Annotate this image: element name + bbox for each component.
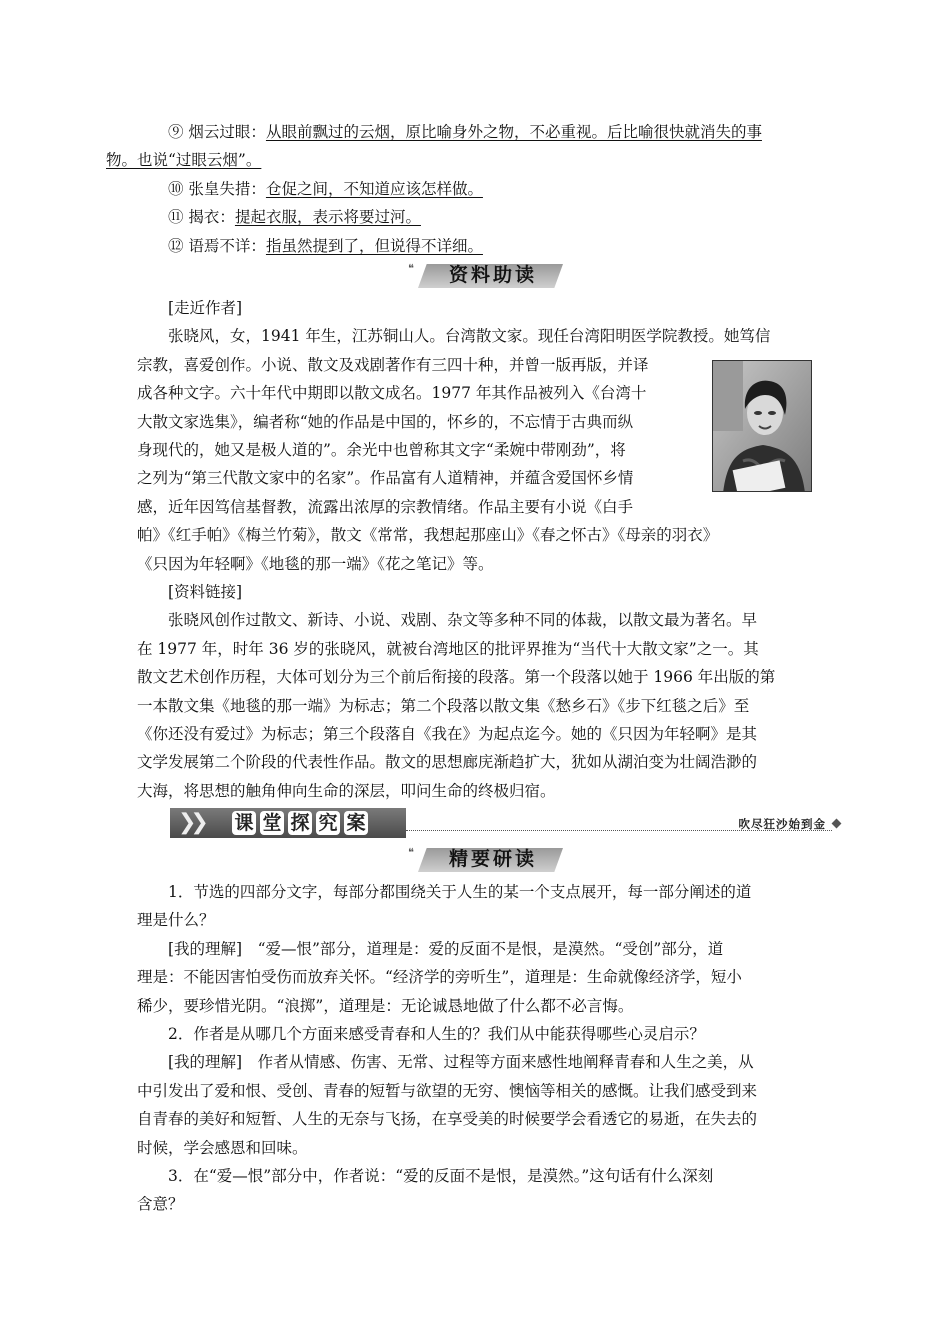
note-definition: 指虽然提到了，但说得不详细。 xyxy=(265,236,483,255)
link-text-line: 散文艺术创作历程，大体可划分为三个前后衔接的段落。第一个段落以她于 1966 年出版的第 xyxy=(137,668,776,687)
diamond-icon xyxy=(832,819,842,829)
note-10 xyxy=(137,175,813,203)
question-1-line: 理是什么？ xyxy=(137,911,215,930)
answer-1-line: 理是：不能因害怕受伤而放弃关怀。“经济学的旁听生”，道理是：生命就像经济学，短小 xyxy=(137,968,742,987)
note-definition: 仓促之间，不知道应该怎样做。 xyxy=(265,179,483,198)
author-photo xyxy=(712,360,812,492)
note-term: ⑨ 烟云过眼： xyxy=(168,123,266,141)
link-text-line: 大海，将思想的触角伸向生命的深层，叩问生命的终极归宿。 xyxy=(137,781,556,800)
link-text-line: 文学发展第二个阶段的代表性作品。散文的思想廊庑渐趋扩大，犹如从湖泊变为壮阔浩渺的 xyxy=(137,753,758,772)
question-3-line: 3．在“爱—恨”部分中，作者说：“爱的反面不是恨，是漠然。”这句话有什么深刻 xyxy=(168,1167,714,1186)
author-text-line: 感，近年因笃信基督教，流露出浓厚的宗教情绪。作品主要有小说《白手 xyxy=(137,497,634,516)
author-text-line: 宗教，喜爱创作。小说、散文及戏剧著作有三四十种，并曾一版再版，并译 xyxy=(137,355,649,374)
link-text-line: 张晓风创作过散文、新诗、小说、戏剧、杂文等多种不同的体裁，以散文最为著名。早 xyxy=(168,611,758,630)
section-header-classroom-inquiry xyxy=(170,808,840,838)
answer-1-line: [我的理解] “爱—恨”部分，道理是：爱的反面不是恨，是漠然。“受创”部分，道 xyxy=(168,939,724,958)
section-title-char: 课 xyxy=(232,811,256,835)
link-text-line: 一本散文集《地毯的那一端》为标志；第二个段落以散文集《愁乡石》《步下红毯之后》至 xyxy=(137,696,750,715)
author-text-line: 大散文家选集》，编者称“她的作品是中国的，怀乡的，不忘情于古典而纵 xyxy=(137,412,634,431)
note-term: ⑫ 语焉不详： xyxy=(168,236,266,255)
section-slogan: 吹尽狂沙始到金 xyxy=(738,817,826,831)
author-text-line: 帕》《红手帕》《梅兰竹菊》，散文《常常，我想起那座山》《春之怀古》《母亲的羽衣》 xyxy=(137,526,719,545)
answer-2-line: [我的理解] 作者从情感、伤害、无常、过程等方面来感性地阐释青春和人生之美，从 xyxy=(168,1053,754,1072)
note-definition: 从眼前飘过的云烟，原比喻身外之物，不必重视。后比喻很快就消失的事 xyxy=(265,123,762,141)
author-heading: [走近作者] xyxy=(168,299,243,317)
double-chevron-icon: ❯❯ xyxy=(178,810,203,835)
answer-2-line: 自青春的美好和短暂、人生的无奈与飞扬，在享受美的时候要学会看透它的易逝，在失去的 xyxy=(137,1110,758,1129)
note-definition: 物。也说“过眼云烟”。 xyxy=(106,151,262,170)
note-term: ⑩ 张皇失措： xyxy=(168,179,266,198)
section-title-char: 堂 xyxy=(260,811,284,835)
banner-title: 精要研读 xyxy=(448,848,537,870)
quote-mark-icon: ❝ xyxy=(408,846,414,859)
author-text-line: 身现代的，她又是极人道的”。余光中也曾称其文字“柔婉中带刚劲”，将 xyxy=(137,441,626,460)
banner-title: 资料助读 xyxy=(448,264,537,286)
note-definition: 提起衣服，表示将要过河。 xyxy=(234,208,421,227)
question-2-line: 2．作者是从哪几个方面来感受青春和人生的？我们从中能获得哪些心灵启示？ xyxy=(168,1025,705,1044)
section-title-char: 究 xyxy=(316,811,340,835)
author-text-line: 《只因为年轻啊》《地毯的那一端》《花之笔记》等。 xyxy=(137,554,494,573)
section-header-title xyxy=(232,811,372,835)
author-text-line: 成各种文字。六十年代中期即以散文成名。1977 年其作品被列入《台湾十 xyxy=(137,384,647,403)
question-3-line: 含意？ xyxy=(137,1195,184,1214)
link-heading: [资料链接] xyxy=(168,583,243,601)
answer-2-line: 中引发出了爱和恨、受创、青春的短暂与欲望的无穷、懊恼等相关的感慨。让我们感受到来 xyxy=(137,1081,758,1100)
answer-2-line: 时候，学会感恩和回味。 xyxy=(137,1138,308,1157)
link-text-line: 《你还没有爱过》为标志；第三个段落自《我在》为起点迄今。她的《只因为年轻啊》是其 xyxy=(137,725,758,744)
author-text-line: 之列为“第三代散文家中的名家”。作品富有人道精神，并蕴含爱国怀乡情 xyxy=(137,469,634,488)
quote-mark-icon: ❝ xyxy=(408,262,414,275)
note-9 xyxy=(137,118,813,146)
link-section xyxy=(137,578,813,805)
author-portrait-image xyxy=(713,361,812,492)
question-1-line: 1．节选的四部分文字，每部分都围绕关于人生的某一个支点展开，每一部分阐述的道 xyxy=(168,883,752,901)
section-title-char: 探 xyxy=(288,811,312,835)
section-banner-intensive-reading xyxy=(408,846,563,872)
note-11 xyxy=(137,203,813,231)
note-term: ⑪ 揭衣： xyxy=(168,208,235,227)
notes-block xyxy=(106,118,813,260)
section-banner-reference xyxy=(408,262,563,288)
section-title-char: 案 xyxy=(344,811,368,835)
note-9-continued xyxy=(106,146,813,174)
note-12 xyxy=(137,232,813,260)
author-text-line: 张晓风，女，1941 年生，江苏铜山人。台湾散文家。现任台湾阳明医学院教授。她笃信 xyxy=(168,327,771,346)
answer-1-line: 稀少，要珍惜光阴。“浪掷”，道理是：无论诚恳地做了什么都不必言悔。 xyxy=(137,996,634,1015)
link-text-line: 在 1977 年，时年 36 岁的张晓风，就被台湾地区的批评界推为“当代十大散文家”之一。其 xyxy=(137,639,759,658)
qa-section xyxy=(137,878,813,1219)
